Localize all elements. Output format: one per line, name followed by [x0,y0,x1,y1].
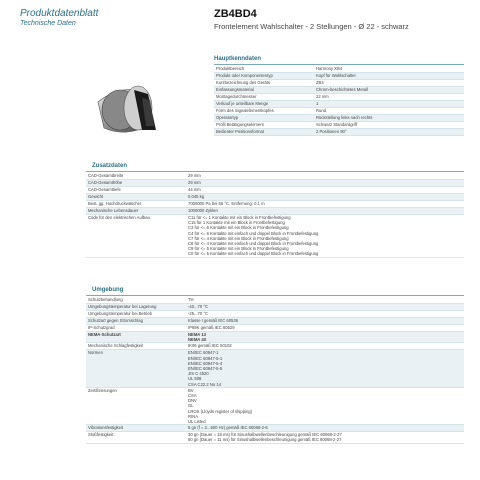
row-key: CAD-Gesamttiefe [86,187,186,194]
row-value [186,343,464,350]
value-line: UL 508 [188,376,202,382]
row-key: Operatortyp [214,115,314,122]
row-key: Mechanische Lebensdauer [86,208,186,215]
value-line: UL Listed [188,419,206,425]
table-row [86,325,464,332]
doc-subtitle: Technische Daten [20,20,76,27]
value-line: IK06 gemäß IEC 50102 [188,343,232,349]
table-row [214,122,464,129]
value-line: 44 mm [188,187,201,192]
extra-data-table [86,173,464,258]
value-line: EN/IEC 60947-5-5 [188,366,223,372]
row-value [186,387,464,424]
value-line: NEMA 4X [188,337,207,343]
row-value [186,350,464,387]
value-line: 29 mm [188,173,201,178]
table-row [86,215,464,258]
row-key: Code für den elektrischen Aufbau [86,215,186,258]
row-value [186,432,464,443]
table-row [86,318,464,325]
row-key: NEMA-Schutzart [86,332,186,343]
row-key: Montagedurchmesser [214,94,314,101]
row-key: Einfassungsmaterial [214,87,314,94]
table-row [214,115,464,122]
value-line: C15 für 1 Kontakte mit ein Block in Frontbefestigung [188,220,285,226]
value-line: -25...70 °C [188,311,209,316]
row-key: Kurzbezeichnung des Geräts [214,80,314,87]
product-code: ZB4BD4 [214,8,257,20]
table-row [214,80,464,87]
value-line: CSA C22.2 No 14 [188,381,222,387]
row-key: Form des Signalelementkopfes [214,108,314,115]
header-left [20,8,98,27]
row-value: ZB4 [314,80,464,87]
table-row [86,304,464,311]
table-row [214,87,464,94]
table-row [86,201,464,208]
section-title-env: Umgebung [92,287,124,293]
row-value [186,318,464,325]
row-value: 1 [314,101,464,108]
table-row [86,332,464,343]
table-row [214,108,464,115]
value-line: EN/IEC 60947-1 [188,350,219,356]
value-line: 1000000 Zyklen [188,208,218,213]
value-line: 7000000 Pa bei 55 °C, Entfernung: 0.1 m [188,201,265,206]
row-value: Schwarz Standardgriff [314,122,464,129]
row-key: CAD-Gesamthöhe [86,180,186,187]
value-line: 30 gn (Dauer = 18 ms) für Sinushalbwellenbeschleunigung gemäß IEC 60068-2-27 [188,432,342,438]
value-line: BV [188,387,194,393]
section-title-extra: Zusatzdaten [92,163,128,169]
table-row [86,194,464,201]
row-value [186,180,464,187]
row-value: Harmony XB4 [314,66,464,73]
row-value: Rückstellung links nach rechts [314,115,464,122]
value-line: C8 für <= 4 Kontakte mit einfach und doppel Block in Frontbefestigung [188,241,319,247]
product-description: Frontelement Wahlschalter - 2 Stellungen - Ø 22 - schwarz [214,22,409,31]
value-line: GL [188,403,194,409]
value-line: RINA [188,413,199,419]
value-line: EN/IEC 60947-5-1 [188,355,223,361]
main-data-table [214,66,464,136]
value-line: -40...70 °C [188,304,209,309]
row-key: Mechanische Schlagfestigkeit [86,343,186,350]
row-key: Umgebungstemperatur bei Lagerung [86,304,186,311]
table-row [86,311,464,318]
section-rule [214,64,464,65]
environment-data-table [86,297,464,444]
value-line: EN/IEC 60947-5-4 [188,360,223,366]
table-row [214,101,464,108]
row-key: Vibrationsfestigkeit [86,425,186,432]
section-rule [86,295,464,296]
row-value [186,311,464,318]
row-value: 2 Positionen 90° [314,129,464,136]
value-line: C9 für <= 5 Kontakte mit ein Block in Frontbefestigung [188,246,289,252]
table-row [214,129,464,136]
row-key: Profil Betätigungselement [214,122,314,129]
table-row [214,94,464,101]
row-key: Zertifizierungen [86,387,186,424]
value-line: IP69K gemäß IEC 60529 [188,325,235,330]
row-value [186,304,464,311]
table-row [86,425,464,432]
table-row [86,343,464,350]
row-value [186,201,464,208]
section-title-main: Hauptkenndaten [214,56,262,62]
row-key: Stoßfestigkeit [86,432,186,443]
doc-title: Produktdatenblatt [20,8,99,19]
table-row [214,73,464,80]
row-key: Produktbereich [214,66,314,73]
value-line: DNV [188,398,197,404]
value-line: 29 mm [188,180,201,185]
table-row [86,387,464,424]
section-rule [86,171,464,172]
row-key: Schutzart gegen Stromschlag [86,318,186,325]
value-line: C0 für <= 5 Kontakte mit einfach und doppel Block in Frontbefestigung [188,251,319,257]
value-line: C4 für <= 6 Kontakte mit einfach und doppel Block in Frontbefestigung [188,230,319,236]
row-value: Kopf für Wahlschalter [314,73,464,80]
value-line: CSA [188,393,197,399]
value-line: LROS (Lloyds register of shipping) [188,408,253,414]
header-right [214,8,464,31]
row-key: CAD-Gesamtbreite [86,173,186,180]
row-value [186,208,464,215]
table-row [86,180,464,187]
table-row [86,208,464,215]
value-line: C11 für <= 1 Kontakte mit ein Block in Frontbefestigung [188,215,291,220]
product-image [90,68,178,148]
row-key: IP-Schutzgrad [86,325,186,332]
value-line: C3 für <= 6 Kontakte mit ein Block in Frontbefestigung [188,225,289,231]
value-line: JIS C 4520 [188,371,209,377]
row-value [186,332,464,343]
row-value [186,187,464,194]
value-line: 5 gn (f = 2...500 Hz) gemäß IEC 60068-2-6 [188,425,268,431]
row-value: Chrom-beschichtetes Metall [314,87,464,94]
value-line: NEMA 13 [188,332,206,337]
row-key: Normen [86,350,186,387]
table-row [86,432,464,443]
value-line: TH [188,297,194,302]
table-row [86,350,464,387]
value-line: Klasse I gemäß IEC 60536 [188,318,239,323]
row-key: Produkt oder Komponententyp [214,73,314,80]
row-value [186,194,464,201]
table-row [86,187,464,194]
row-key: Bedienter Positionsformat [214,129,314,136]
value-line: 0.045 kg [188,194,205,199]
row-value [186,325,464,332]
row-value [186,215,464,258]
row-key: Verkauf je unteilbare Menge [214,101,314,108]
row-key: Umgebungstemperatur bei Betrieb [86,311,186,318]
row-value: 22 mm [314,94,464,101]
row-value [186,425,464,432]
row-key: Schutzbehandlung [86,297,186,304]
row-key: Gewicht [86,194,186,201]
value-line: C7 für <= 4 Kontakte mit ein Block in Frontbefestigung [188,235,289,241]
row-key: Best. gg. Hochdruckwäscher [86,201,186,208]
value-line: 50 gn (Dauer = 11 ms) für Sinushalbwellenbeschleunigung gemäß IEC 60068-2-27 [188,437,342,443]
row-value: Rund [314,108,464,115]
